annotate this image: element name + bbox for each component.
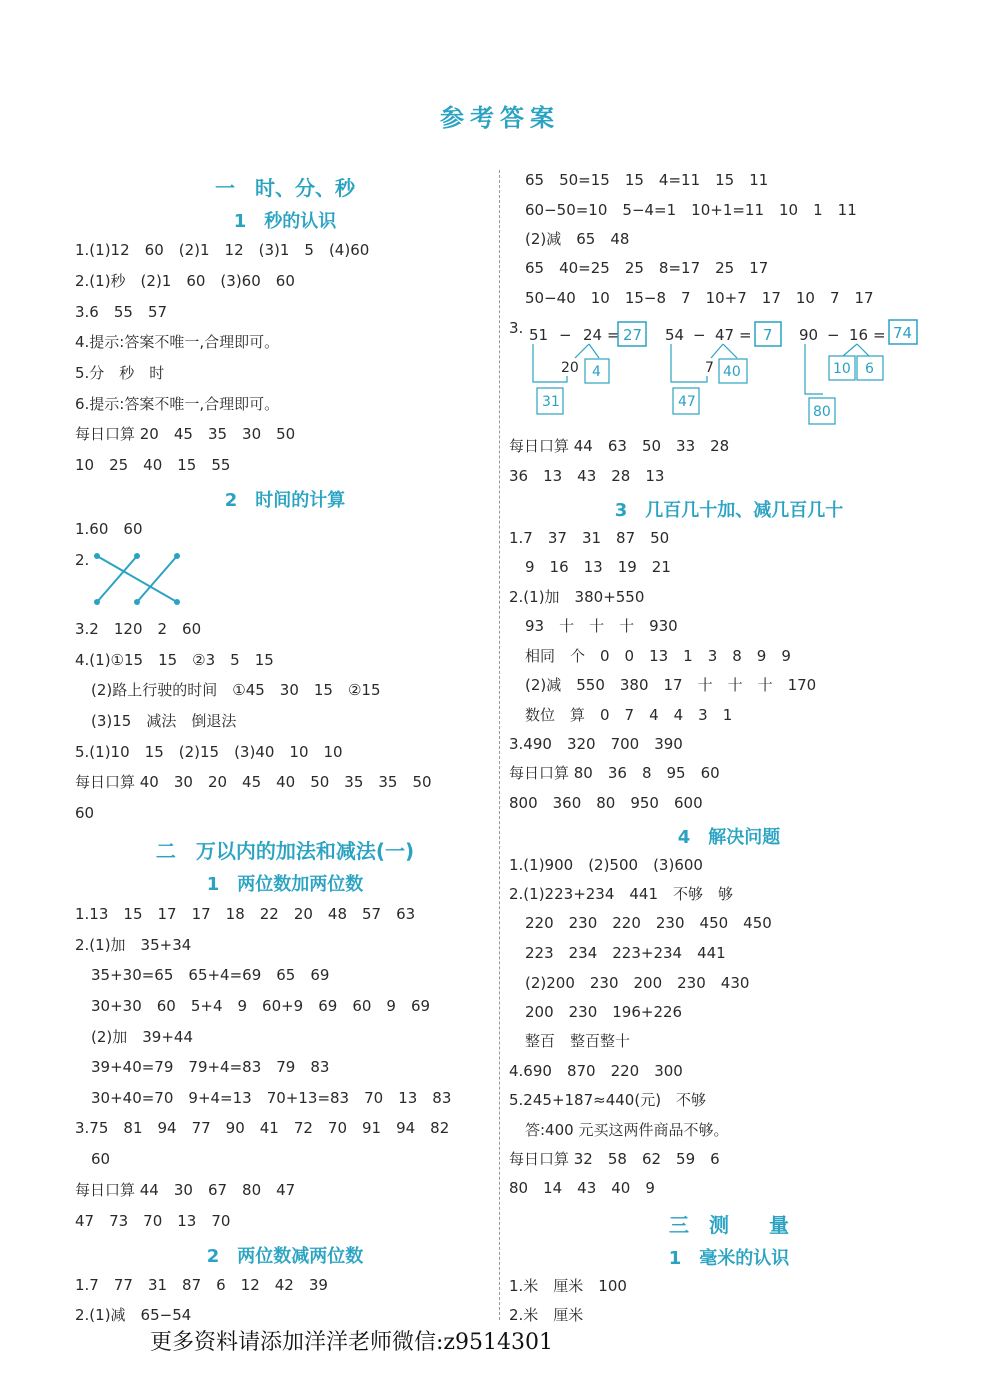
daily-calc-line: 每日口算 44 30 67 80 47 xyxy=(75,1181,296,1199)
answer-line: (2)200 230 200 230 430 xyxy=(525,974,750,992)
answer-line: 1.(1)12 60 (2)1 12 (3)1 5 (4)60 xyxy=(75,241,370,259)
answer-line: 2.(1)减 65−54 xyxy=(75,1306,192,1324)
answer-line: (2)减 65 48 xyxy=(525,230,630,248)
answer-line: 60 xyxy=(91,1150,111,1168)
eq2-minus: − xyxy=(693,326,706,344)
unit1-title: 一 时、分、秒 xyxy=(215,176,355,200)
answer-line: 相同 个 0 0 13 1 3 8 9 9 xyxy=(525,647,791,665)
matching-lines-diagram xyxy=(89,548,199,610)
eq2-subtrahend: 47 xyxy=(715,326,735,344)
answer-line: 9 16 13 19 21 xyxy=(525,558,671,576)
daily-calc-line: 每日口算 32 58 62 59 6 xyxy=(509,1150,720,1168)
eq3-part-a: 10 xyxy=(833,361,851,377)
eq3-answer: 74 xyxy=(893,324,913,342)
unit3-title: 三 测 量 xyxy=(669,1213,789,1237)
answer-line: 2.(1)秒 (2)1 60 (3)60 60 xyxy=(75,272,295,290)
eq3-minus: − xyxy=(827,326,840,344)
eq2-part-b: 40 xyxy=(723,364,741,380)
answer-line: 5.(1)10 15 (2)15 (3)40 10 10 xyxy=(75,743,343,761)
answer-line: (3)15 减法 倒退法 xyxy=(91,712,237,730)
page-title: 参考答案 xyxy=(440,104,560,132)
section5-title: 3 几百几十加、减几百几十 xyxy=(614,500,844,521)
section2-title: 2 时间的计算 xyxy=(224,490,346,511)
footer-note: 更多资料请添加洋洋老师微信:z9514301 xyxy=(150,1330,553,1355)
answer-line: 60 xyxy=(75,804,95,822)
subtraction-diagram xyxy=(523,314,923,428)
answer-line: 47 73 70 13 70 xyxy=(75,1212,231,1230)
eq1-part-c: 31 xyxy=(542,394,560,410)
section6-title: 4 解决问题 xyxy=(677,827,781,848)
answer-line: (2)减 550 380 17 十 十 十 170 xyxy=(525,676,817,694)
eq3-equals: = xyxy=(873,326,886,344)
answer-line: 50−40 10 15−8 7 10+7 17 10 7 17 xyxy=(525,289,874,307)
answer-line: 2.(1)223+234 441 不够 够 xyxy=(509,885,734,903)
answer-line: 答:400 元买这两件商品不够。 xyxy=(525,1121,729,1139)
answer-line: 整百 整百整十 xyxy=(525,1032,631,1050)
answer-line: 5.分 秒 时 xyxy=(75,364,165,382)
unit2-title: 二 万以内的加法和减法(一) xyxy=(155,839,415,863)
section7-title: 1 毫米的认识 xyxy=(668,1248,790,1269)
answer-line: 223 234 223+234 441 xyxy=(525,944,726,962)
answer-line: 2.(1)加 35+34 xyxy=(75,936,192,954)
answer-line: 1.7 37 31 87 50 xyxy=(509,529,670,547)
answer-line: 80 14 43 40 9 xyxy=(509,1179,655,1197)
eq2-equals: = xyxy=(739,326,752,344)
answer-line: 2.米 厘米 xyxy=(509,1306,584,1324)
answer-line: 3.490 320 700 390 xyxy=(509,735,683,753)
eq1-minus: − xyxy=(559,326,572,344)
daily-calc-line: 每日口算 20 45 35 30 50 xyxy=(75,425,296,443)
eq2-minuend: 54 xyxy=(665,326,685,344)
answer-line: 4.(1)①15 15 ②3 5 15 xyxy=(75,651,274,669)
eq3-part-b: 6 xyxy=(865,361,874,377)
section1-title: 1 秒的认识 xyxy=(233,211,337,232)
eq1-answer: 27 xyxy=(623,326,643,344)
answer-line: 30+30 60 5+4 9 60+9 69 60 9 69 xyxy=(91,997,431,1015)
eq1-part-b: 4 xyxy=(592,364,601,380)
section3-title: 1 两位数加两位数 xyxy=(206,874,364,895)
eq2-answer: 7 xyxy=(763,326,773,344)
answer-line: 30+40=70 9+4=13 70+13=83 70 13 83 xyxy=(91,1089,452,1107)
answer-line: 2. xyxy=(75,551,90,569)
answer-line: (2)路上行驶的时间 ①45 30 15 ②15 xyxy=(91,681,381,699)
answer-line: 2.(1)加 380+550 xyxy=(509,588,645,606)
answer-line: 3.6 55 57 xyxy=(75,303,168,321)
daily-calc-line: 每日口算 40 30 20 45 40 50 35 35 50 xyxy=(75,773,432,791)
answer-line: 3.75 81 94 77 90 41 72 70 91 94 82 xyxy=(75,1119,450,1137)
eq3-subtrahend: 16 xyxy=(849,326,869,344)
answer-line: 3.2 120 2 60 xyxy=(75,620,202,638)
eq1-subtrahend: 24 xyxy=(583,326,603,344)
answer-line: 200 230 196+226 xyxy=(525,1003,683,1021)
section4-title: 2 两位数减两位数 xyxy=(206,1246,364,1267)
answer-line: 3. xyxy=(509,319,524,337)
daily-calc-line: 每日口算 80 36 8 95 60 xyxy=(509,764,720,782)
daily-calc-line: 每日口算 44 63 50 33 28 xyxy=(509,437,730,455)
answer-line: 6.提示:答案不唯一,合理即可。 xyxy=(75,395,280,413)
answer-line: 1.60 60 xyxy=(75,520,143,538)
eq1-minuend: 51 xyxy=(529,326,549,344)
answer-line: 4.提示:答案不唯一,合理即可。 xyxy=(75,333,280,351)
eq3-part-c: 80 xyxy=(813,404,831,420)
answer-line: 65 50=15 15 4=11 15 11 xyxy=(525,171,769,189)
answer-line: 65 40=25 25 8=17 25 17 xyxy=(525,259,769,277)
answer-line: (2)加 39+44 xyxy=(91,1028,193,1046)
answer-line: 1.13 15 17 17 18 22 20 48 57 63 xyxy=(75,905,416,923)
eq1-equals: = xyxy=(607,326,620,344)
answer-line: 10 25 40 15 55 xyxy=(75,456,231,474)
answer-line: 35+30=65 65+4=69 65 69 xyxy=(91,966,330,984)
answer-line: 93 十 十 十 930 xyxy=(525,617,678,635)
column-divider xyxy=(499,170,500,1320)
answer-line: 60−50=10 5−4=1 10+1=11 10 1 11 xyxy=(525,201,857,219)
answer-line: 36 13 43 28 13 xyxy=(509,467,665,485)
answer-line: 220 230 220 230 450 450 xyxy=(525,914,772,932)
answer-line: 1.米 厘米 100 xyxy=(509,1277,627,1295)
answer-line: 5.245+187≈440(元) 不够 xyxy=(509,1091,707,1109)
answer-line: 39+40=79 79+4=83 79 83 xyxy=(91,1058,330,1076)
answer-line: 1.7 77 31 87 6 12 42 39 xyxy=(75,1276,328,1294)
answer-line: 数位 算 0 7 4 4 3 1 xyxy=(525,706,733,724)
eq2-part-c: 47 xyxy=(678,394,696,410)
eq3-minuend: 90 xyxy=(799,326,819,344)
answer-line: 800 360 80 950 600 xyxy=(509,794,703,812)
answer-line: 1.(1)900 (2)500 (3)600 xyxy=(509,856,703,874)
eq2-part-a: 7 xyxy=(705,360,714,376)
eq1-part-a: 20 xyxy=(561,360,579,376)
answer-line: 4.690 870 220 300 xyxy=(509,1062,683,1080)
